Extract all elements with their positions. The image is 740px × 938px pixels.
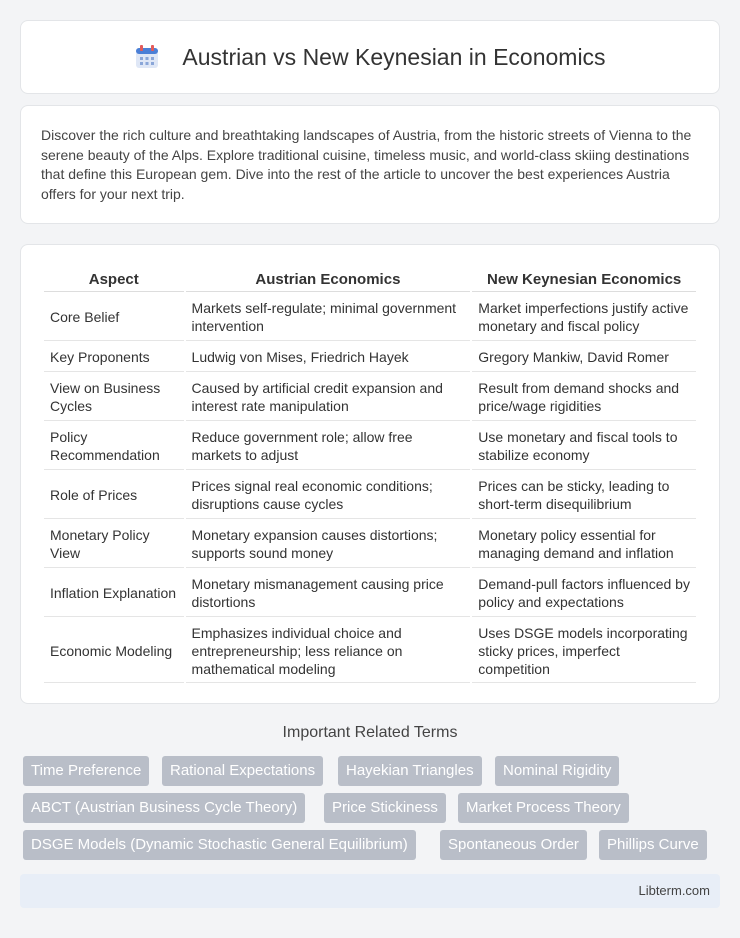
table-cell: Use monetary and fiscal tools to stabilize economy [472,423,696,470]
table-row [44,374,696,421]
related-terms-title: Important Related Terms [282,724,458,741]
tag-market-process-theory[interactable]: Market Process Theory [458,793,629,823]
header-card [20,20,720,94]
column-header: Austrian Economics [186,267,471,292]
comparison-table-card [20,244,720,704]
table-cell: Result from demand shocks and price/wage rigidities [472,374,696,421]
table-row [44,472,696,519]
table-row [44,570,696,617]
table-cell: Markets self-regulate; minimal government intervention [186,294,471,341]
tag-price-stickiness[interactable]: Price Stickiness [324,793,446,823]
tag-spontaneous-order[interactable]: Spontaneous Order [440,830,587,860]
tag-nominal-rigidity[interactable]: Nominal Rigidity [495,756,619,786]
tag-rational-expectations[interactable]: Rational Expectations [162,756,323,786]
table-cell: Core Belief [44,294,184,341]
table-row [44,619,696,683]
table-cell: Prices can be sticky, leading to short-term disequilibrium [472,472,696,519]
table-cell: Role of Prices [44,472,184,519]
intro-card [20,105,720,224]
table-row [44,423,696,470]
tag-dsge-models[interactable]: DSGE Models (Dynamic Stochastic General Equilibrium) [23,830,416,860]
table-cell: Key Proponents [44,343,184,372]
table-cell: Demand-pull factors influenced by policy and expectations [472,570,696,617]
table-cell: Prices signal real economic conditions; disruptions cause cycles [186,472,471,519]
column-header: Aspect [44,267,184,292]
table-cell: Monetary expansion causes distortions; supports sound money [186,521,471,568]
table-header-row [44,267,696,292]
tag-hayekian-triangles[interactable]: Hayekian Triangles [338,756,482,786]
table-cell: Reduce government role; allow free markets to adjust [186,423,471,470]
table-cell: Gregory Mankiw, David Romer [472,343,696,372]
comparison-table [42,265,698,685]
page-title: Austrian vs New Keynesian in Economics [182,43,606,70]
tag-phillips-curve[interactable]: Phillips Curve [599,830,707,860]
table-cell: Economic Modeling [44,619,184,683]
table-cell: Monetary policy essential for managing demand and inflation [472,521,696,568]
table-cell: Ludwig von Mises, Friedrich Hayek [186,343,471,372]
table-cell: Inflation Explanation [44,570,184,617]
table-cell: Monetary mismanagement causing price distortions [186,570,471,617]
intro-text: Discover the rich culture and breathtaking landscapes of Austria, from the historic streets of Vienna to the serene beauty of the Alps. Explore traditional cuisine, timeless music, and world-class skiing destinations that define this European gem. Dive into the rest of the article to uncover the best experiences Austria offers for your next trip. [41,127,692,202]
table-cell: View on Business Cycles [44,374,184,421]
column-header: New Keynesian Economics [472,267,696,292]
table-row [44,294,696,341]
footer [20,874,720,908]
table-row [44,343,696,372]
table-row [44,521,696,568]
table-cell: Monetary Policy View [44,521,184,568]
table-cell: Emphasizes individual choice and entrepreneurship; less reliance on mathematical modeling [186,619,471,683]
calendar-icon [134,44,160,70]
tag-time-preference[interactable]: Time Preference [23,756,149,786]
table-cell: Market imperfections justify active monetary and fiscal policy [472,294,696,341]
footer-site-link[interactable]: Libterm.com [638,883,710,898]
table-cell: Caused by artificial credit expansion and interest rate manipulation [186,374,471,421]
tag-abct[interactable]: ABCT (Austrian Business Cycle Theory) [23,793,305,823]
table-cell: Policy Recommendation [44,423,184,470]
table-cell: Uses DSGE models incorporating sticky prices, imperfect competition [472,619,696,683]
